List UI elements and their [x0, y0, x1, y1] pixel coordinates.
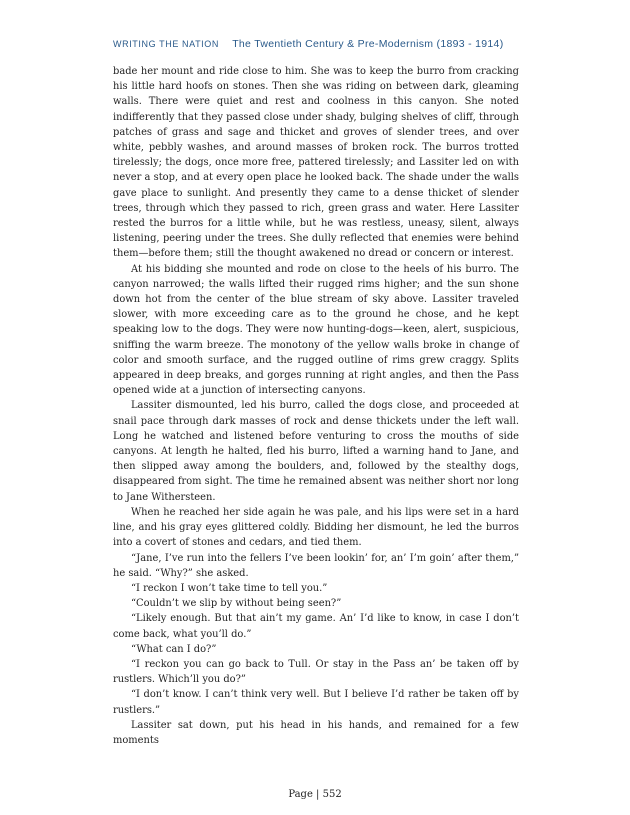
header-part-title: WRITING THE NATION — [113, 39, 219, 49]
paragraph: “I reckon I won’t take time to tell you.” — [131, 582, 328, 594]
paragraph: “Couldn’t we slip by without being seen?” — [131, 598, 342, 610]
paragraph: At his bidding she mounted and rode on close to the heels of his burro. The canyon narrowed; the walls lifted their rugged rims higher; and the sun shone down hot from the center of the blue stream of sky above. Lassiter traveled slower, with more exceeding care as to the ground he chose, and he kept speaking low to the dogs. They were now hunting-dogs—keen, alert, suspicious, sniffing the warm breeze. The monotony of the yellow walls broke in change of color and smooth surface, and the rugged outline of rims grew craggy. Splits appeared in deep breaks, and gorges running at right angles, and then the Pass opened wide at a junction of intersecting canyons. — [113, 263, 519, 397]
paragraph: When he reached her side again he was pale, and his lips were set in a hard line, and his gray eyes glittered coldly. Bidding her dismount, he led the burros into a covert of stones and cedars, and tied them. — [113, 506, 519, 549]
page-number: Page | 552 — [288, 789, 342, 800]
paragraph: “I don’t know. I can’t think very well. But I believe I’d rather be taken off by rustlers.” — [113, 689, 519, 716]
header-era-title: The Twentieth Century & Pre-Modernism (1893 - 1914) — [232, 38, 504, 50]
paragraph: “I reckon you can go back to Tull. Or stay in the Pass an’ be taken off by rustlers. Which’ll you do?” — [113, 658, 519, 686]
paragraph: “Jane, I’ve run into the fellers I’ve been lookin’ for, an’ I’m goin’ after them,” he said. “Why?” she asked. — [113, 552, 519, 579]
page-body — [113, 64, 519, 748]
paragraph: bade her mount and ride close to him. She was to keep the burro from cracking his little hard hoofs on stones. Then she was riding on between dark, gleaming walls. There were quiet and rest and coolness in this canyon. She noted indifferently that they passed close under shady, bulging shelves of cliff, through patches of grass and sage and thicket and groves of slender trees, and over white, pebbly washes, and around masses of broken rock. The burros trotted tirelessly; the dogs, once more free, pattered tirelessly; and Lassiter led on with never a stop, and at every open place he looked back. The shade under the walls gave place to sunlight. And presently they came to a dense thicket of slender trees, through which they passed to rich, green grass and water. Here Lassiter rested the burros for a little while, but he was restless, uneasy, silent, always listening, peering under the trees. She dully reflected that enemies were behind them—before them; still the thought awakened no dread or concern or interest. — [113, 66, 519, 260]
paragraph: “Likely enough. But that ain’t my game. An’ I’d like to know, in case I don’t come back, what you’ll do.” — [113, 613, 519, 640]
paragraph: Lassiter dismounted, led his burro, called the dogs close, and proceeded at snail pace through dark masses of rock and dense thickets under the left wall. Long he watched and listened before venturing to cross the mouths of side canyons. At length he halted, fled his burro, lifted a warning hand to Jane, and then slipped away among the boulders, and, followed by the stealthy dogs, disappeared from sight. The time he remained absent was neither short nor long to Jane Withersteen. — [113, 400, 519, 503]
paragraph: Lassiter sat down, put his head in his hands, and remained for a few moments — [113, 719, 519, 746]
running-header — [113, 38, 504, 50]
paragraph: “What can I do?” — [131, 643, 217, 655]
